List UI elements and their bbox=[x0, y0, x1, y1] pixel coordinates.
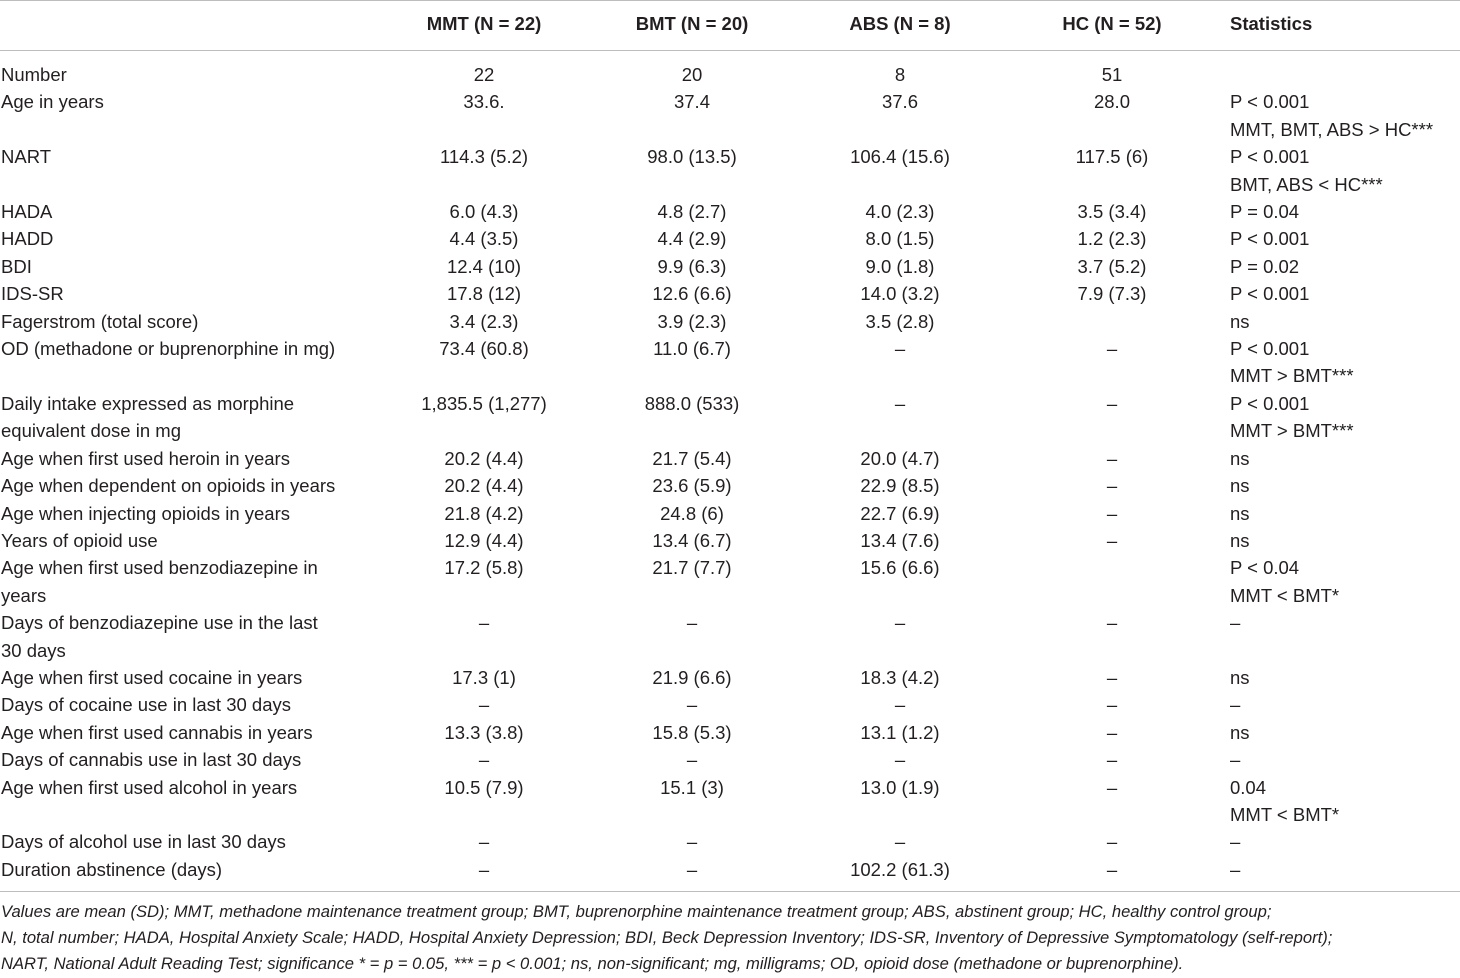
table-row bbox=[0, 500, 1460, 527]
row-label-line: equivalent dose in mg bbox=[1, 420, 181, 442]
table-body bbox=[0, 51, 1460, 892]
row-label-line: Age when first used benzodiazepine in bbox=[1, 557, 318, 579]
row-label-line: Age in years bbox=[1, 91, 104, 113]
cell-statistics bbox=[1220, 691, 1460, 718]
statistics-line: P < 0.001 bbox=[1230, 283, 1310, 305]
row-label bbox=[0, 51, 380, 89]
table-row bbox=[0, 335, 1460, 390]
row-label bbox=[0, 856, 380, 892]
cell-bmt: 9.9 (6.3) bbox=[657, 255, 727, 277]
cell-abs: 22.7 (6.9) bbox=[860, 502, 940, 524]
statistics-line: BMT, ABS < HC*** bbox=[1230, 173, 1383, 195]
cell-bmt: 4.4 (2.9) bbox=[657, 228, 727, 250]
cell-mmt: 17.3 (1) bbox=[452, 666, 516, 688]
row-label-line: OD (methadone or buprenorphine in mg) bbox=[1, 338, 336, 360]
table-row bbox=[0, 856, 1460, 892]
row-label-line: IDS-SR bbox=[1, 283, 64, 305]
row-label bbox=[0, 664, 380, 691]
row-label-line: Years of opioid use bbox=[1, 529, 158, 551]
cell-hc: – bbox=[1106, 529, 1118, 551]
header-mmt: MMT (N = 22) bbox=[380, 1, 588, 51]
cell-bmt: 15.8 (5.3) bbox=[652, 721, 732, 743]
cell-statistics bbox=[1220, 445, 1460, 472]
statistics-line: ns bbox=[1230, 310, 1250, 332]
cell-bmt: 24.8 (6) bbox=[660, 502, 724, 524]
cell-abs: – bbox=[894, 749, 906, 771]
table-row bbox=[0, 308, 1460, 335]
cell-bmt: – bbox=[686, 694, 698, 716]
table-row bbox=[0, 472, 1460, 499]
row-label bbox=[0, 280, 380, 307]
table-row bbox=[0, 828, 1460, 855]
cell-mmt: 114.3 (5.2) bbox=[439, 146, 529, 168]
table-row bbox=[0, 664, 1460, 691]
row-label bbox=[0, 746, 380, 773]
cell-abs: 37.6 bbox=[881, 91, 918, 113]
cell-abs: 18.3 (4.2) bbox=[860, 666, 940, 688]
table-row bbox=[0, 527, 1460, 554]
statistics-line: – bbox=[1230, 749, 1241, 771]
row-label bbox=[0, 335, 380, 390]
statistics-line: – bbox=[1230, 612, 1241, 634]
cell-bmt: 888.0 (533) bbox=[644, 392, 740, 414]
footnote-line: Values are mean (SD); MMT, methadone maintenance treatment group; BMT, buprenorphine maintenance treatment group; ABS, abstinent group; HC, healthy control group; bbox=[1, 902, 1272, 922]
cell-statistics bbox=[1220, 719, 1460, 746]
header-abs: ABS (N = 8) bbox=[796, 1, 1004, 51]
cell-statistics bbox=[1220, 554, 1460, 609]
row-label-line: Age when injecting opioids in years bbox=[1, 502, 290, 524]
cell-hc: 28.0 bbox=[1093, 91, 1130, 113]
statistics-line: MMT > BMT*** bbox=[1230, 365, 1354, 387]
statistics-line: P < 0.001 bbox=[1230, 146, 1310, 168]
statistics-line: P < 0.04 bbox=[1230, 557, 1300, 579]
cell-abs: – bbox=[894, 612, 906, 634]
cell-hc: – bbox=[1106, 502, 1118, 524]
cell-statistics bbox=[1220, 335, 1460, 390]
cell-statistics bbox=[1220, 664, 1460, 691]
cell-mmt: 6.0 (4.3) bbox=[449, 201, 519, 223]
cell-bmt: – bbox=[686, 831, 698, 853]
header-row bbox=[0, 1, 1460, 51]
statistics-line: – bbox=[1230, 858, 1241, 880]
row-label bbox=[0, 308, 380, 335]
cell-mmt: 13.3 (3.8) bbox=[444, 721, 524, 743]
statistics-line: P = 0.02 bbox=[1230, 255, 1300, 277]
row-label bbox=[0, 719, 380, 746]
cell-hc bbox=[1004, 554, 1220, 609]
cell-statistics bbox=[1220, 51, 1460, 89]
cell-hc: 7.9 (7.3) bbox=[1077, 283, 1147, 305]
cell-statistics bbox=[1220, 774, 1460, 829]
cell-statistics bbox=[1220, 856, 1460, 892]
cell-mmt: – bbox=[380, 856, 588, 892]
statistics-line: ns bbox=[1230, 666, 1250, 688]
row-label-line: Age when first used cocaine in years bbox=[1, 666, 303, 688]
statistics-line: MMT > BMT*** bbox=[1230, 420, 1354, 442]
cell-statistics bbox=[1220, 500, 1460, 527]
cell-hc: – bbox=[1106, 666, 1118, 688]
cell-bmt: – bbox=[686, 749, 698, 771]
cell-mmt: 1,835.5 (1,277) bbox=[421, 392, 547, 414]
cell-hc: 3.7 (5.2) bbox=[1077, 255, 1147, 277]
row-label-line: Age when first used heroin in years bbox=[1, 447, 290, 469]
statistics-line: – bbox=[1230, 694, 1241, 716]
cell-statistics bbox=[1220, 225, 1460, 252]
table-row bbox=[0, 143, 1460, 198]
header-variable bbox=[0, 1, 380, 51]
row-label-line: HADD bbox=[1, 228, 54, 250]
cell-bmt: 4.8 (2.7) bbox=[657, 201, 727, 223]
row-label-line: Days of alcohol use in last 30 days bbox=[1, 831, 286, 853]
row-label-line: Age when first used cannabis in years bbox=[1, 721, 313, 743]
cell-abs: 22.9 (8.5) bbox=[860, 475, 940, 497]
statistics-line: – bbox=[1230, 831, 1241, 853]
cell-bmt: 21.7 (5.4) bbox=[652, 447, 732, 469]
row-label bbox=[0, 527, 380, 554]
row-label bbox=[0, 554, 380, 609]
cell-bmt: 12.6 (6.6) bbox=[652, 283, 732, 305]
cell-bmt: 11.0 (6.7) bbox=[653, 338, 731, 360]
cell-mmt: 17.2 (5.8) bbox=[444, 557, 524, 579]
row-label bbox=[0, 225, 380, 252]
table-row bbox=[0, 390, 1460, 445]
cell-hc: 117.5 (6) bbox=[1075, 146, 1149, 168]
statistics-line: ns bbox=[1230, 529, 1250, 551]
cell-hc: – bbox=[1004, 856, 1220, 892]
table-row bbox=[0, 746, 1460, 773]
cell-abs: 13.4 (7.6) bbox=[860, 529, 940, 551]
header-hc: HC (N = 52) bbox=[1004, 1, 1220, 51]
table-row bbox=[0, 280, 1460, 307]
row-label bbox=[0, 198, 380, 225]
statistics-line: P < 0.001 bbox=[1230, 91, 1310, 113]
cell-statistics bbox=[1220, 88, 1460, 143]
cell-hc: 3.5 (3.4) bbox=[1077, 201, 1147, 223]
statistics-line: P < 0.001 bbox=[1230, 228, 1310, 250]
statistics-line: MMT < BMT* bbox=[1230, 584, 1340, 606]
cell-mmt: 4.4 (3.5) bbox=[449, 228, 519, 250]
cell-abs: 14.0 (3.2) bbox=[860, 283, 940, 305]
cell-hc: 1.2 (2.3) bbox=[1077, 228, 1147, 250]
cell-mmt: 73.4 (60.8) bbox=[439, 338, 529, 360]
cell-abs: – bbox=[894, 694, 906, 716]
cell-mmt: 3.4 (2.3) bbox=[449, 310, 519, 332]
cell-statistics bbox=[1220, 828, 1460, 855]
row-label bbox=[0, 828, 380, 855]
cell-statistics bbox=[1220, 472, 1460, 499]
cell-mmt: – bbox=[478, 831, 490, 853]
cell-abs: 13.1 (1.2) bbox=[860, 721, 940, 743]
cell-statistics bbox=[1220, 527, 1460, 554]
statistics-line: P = 0.04 bbox=[1230, 201, 1300, 223]
cell-abs: 20.0 (4.7) bbox=[860, 447, 940, 469]
row-label bbox=[0, 445, 380, 472]
cell-statistics bbox=[1220, 143, 1460, 198]
cell-mmt: 33.6. bbox=[463, 91, 505, 113]
statistics-line: P < 0.001 bbox=[1230, 392, 1310, 414]
cell-bmt: 21.7 (7.7) bbox=[652, 557, 732, 579]
row-label bbox=[0, 390, 380, 445]
cell-hc: – bbox=[1106, 612, 1118, 634]
row-label-line: Fagerstrom (total score) bbox=[1, 310, 199, 332]
cell-hc: – bbox=[1106, 749, 1118, 771]
cell-abs: 106.4 (15.6) bbox=[850, 146, 950, 168]
cell-hc: – bbox=[1106, 831, 1118, 853]
row-label bbox=[0, 253, 380, 280]
cell-abs: – bbox=[894, 338, 906, 360]
header-statistics: Statistics bbox=[1220, 1, 1460, 51]
cell-hc: – bbox=[1106, 338, 1118, 360]
row-label bbox=[0, 88, 380, 143]
cell-mmt: – bbox=[478, 612, 490, 634]
row-label bbox=[0, 691, 380, 718]
cell-statistics bbox=[1220, 308, 1460, 335]
statistics-line: ns bbox=[1230, 502, 1250, 524]
cell-bmt: 15.1 (3) bbox=[660, 776, 724, 798]
table-row bbox=[0, 609, 1460, 664]
cell-abs: 8.0 (1.5) bbox=[865, 228, 935, 250]
table-row bbox=[0, 88, 1460, 143]
cell-abs: 9.0 (1.8) bbox=[865, 255, 935, 277]
cell-bmt: – bbox=[686, 612, 698, 634]
cell-statistics bbox=[1220, 746, 1460, 773]
cell-bmt: 23.6 (5.9) bbox=[652, 475, 732, 497]
cell-hc: – bbox=[1106, 447, 1118, 469]
row-label-line: Daily intake expressed as morphine bbox=[1, 392, 295, 414]
cell-mmt: 17.8 (12) bbox=[446, 283, 522, 305]
cell-mmt: – bbox=[478, 749, 490, 771]
statistics-line: MMT, BMT, ABS > HC*** bbox=[1230, 118, 1434, 140]
cell-statistics bbox=[1220, 280, 1460, 307]
row-label-line: years bbox=[1, 584, 47, 606]
cell-hc bbox=[1004, 308, 1220, 335]
statistics-line: ns bbox=[1230, 721, 1250, 743]
row-label-line: NART bbox=[1, 146, 52, 168]
cell-abs: – bbox=[894, 831, 906, 853]
row-label bbox=[0, 143, 380, 198]
cell-mmt: 22 bbox=[473, 64, 495, 85]
footnote-line: NART, National Adult Reading Test; significance * = p = 0.05, *** = p < 0.001; ns, non-significant; mg, milligrams; OD, opioid dose (methadone or buprenorphine). bbox=[1, 954, 1184, 974]
cell-abs: 102.2 (61.3) bbox=[796, 856, 1004, 892]
cell-bmt: 13.4 (6.7) bbox=[652, 529, 732, 551]
cell-abs: – bbox=[894, 392, 906, 414]
cell-bmt: 37.4 bbox=[673, 91, 710, 113]
cell-abs: 15.6 (6.6) bbox=[860, 557, 940, 579]
table-header bbox=[0, 1, 1460, 51]
cell-mmt: – bbox=[478, 694, 490, 716]
cell-bmt: 3.9 (2.3) bbox=[657, 310, 727, 332]
table-row bbox=[0, 445, 1460, 472]
cell-statistics bbox=[1220, 198, 1460, 225]
statistics-line: ns bbox=[1230, 447, 1250, 469]
cell-mmt: 10.5 (7.9) bbox=[444, 776, 524, 798]
cell-mmt: 21.8 (4.2) bbox=[444, 502, 524, 524]
statistics-line: 0.04 bbox=[1230, 776, 1267, 798]
table-footnote bbox=[0, 892, 1459, 977]
row-label-line: Duration abstinence (days) bbox=[1, 858, 223, 880]
cell-hc: – bbox=[1106, 475, 1118, 497]
table-row bbox=[0, 225, 1460, 252]
row-label-line: Days of cannabis use in last 30 days bbox=[1, 749, 302, 771]
cell-abs: 8 bbox=[894, 64, 906, 85]
row-label-line: Age when dependent on opioids in years bbox=[1, 475, 336, 497]
row-label-line: Number bbox=[1, 64, 67, 85]
row-label bbox=[0, 472, 380, 499]
cell-bmt: 20 bbox=[681, 64, 703, 85]
statistics-line: MMT < BMT* bbox=[1230, 803, 1340, 825]
row-label-line: Days of cocaine use in last 30 days bbox=[1, 694, 291, 716]
cell-mmt: 20.2 (4.4) bbox=[444, 475, 524, 497]
footnote-line: N, total number; HADA, Hospital Anxiety Scale; HADD, Hospital Anxiety Depression; BDI, Beck Depression Inventory; IDS-SR, Inventory of Depressive Symptomatology (self-report); bbox=[1, 928, 1333, 948]
cell-abs: 13.0 (1.9) bbox=[860, 776, 940, 798]
cell-hc: – bbox=[1106, 392, 1118, 414]
row-label-line: Days of benzodiazepine use in the last bbox=[1, 612, 318, 634]
table-row bbox=[0, 691, 1460, 718]
cell-hc: – bbox=[1106, 776, 1118, 798]
row-label-line: Age when first used alcohol in years bbox=[1, 776, 298, 798]
cell-bmt: 21.9 (6.6) bbox=[652, 666, 732, 688]
cell-statistics bbox=[1220, 253, 1460, 280]
cell-statistics bbox=[1220, 609, 1460, 664]
cell-statistics bbox=[1220, 390, 1460, 445]
cell-mmt: 20.2 (4.4) bbox=[444, 447, 524, 469]
header-bmt: BMT (N = 20) bbox=[588, 1, 796, 51]
row-label-line: HADA bbox=[1, 201, 53, 223]
row-label bbox=[0, 500, 380, 527]
row-label bbox=[0, 774, 380, 829]
cell-hc: – bbox=[1106, 694, 1118, 716]
table-row bbox=[0, 774, 1460, 829]
row-label-line: 30 days bbox=[1, 639, 66, 661]
cell-abs: 3.5 (2.8) bbox=[865, 310, 935, 332]
statistics-line: P < 0.001 bbox=[1230, 338, 1310, 360]
row-label bbox=[0, 609, 380, 664]
table-row bbox=[0, 51, 1460, 89]
cell-bmt: – bbox=[588, 856, 796, 892]
table-row bbox=[0, 719, 1460, 746]
cell-hc: 51 bbox=[1101, 64, 1123, 85]
cell-bmt: 98.0 (13.5) bbox=[647, 146, 737, 168]
cell-mmt: 12.4 (10) bbox=[446, 255, 522, 277]
cell-mmt: 12.9 (4.4) bbox=[444, 529, 524, 551]
table-row bbox=[0, 253, 1460, 280]
table-row bbox=[0, 198, 1460, 225]
cell-abs: 4.0 (2.3) bbox=[865, 201, 935, 223]
statistics-line: ns bbox=[1230, 475, 1250, 497]
table-row bbox=[0, 554, 1460, 609]
cell-hc: – bbox=[1106, 721, 1118, 743]
row-label-line: BDI bbox=[1, 255, 32, 277]
